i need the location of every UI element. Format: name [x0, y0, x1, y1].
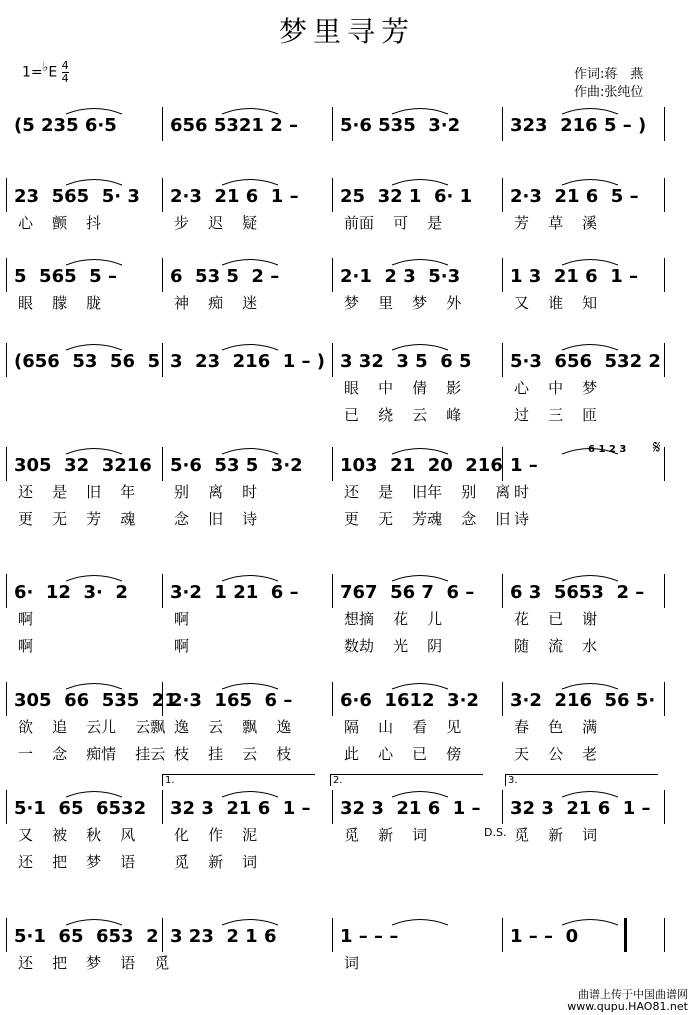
measure-notes: 25 32 1 6· 1: [340, 186, 473, 207]
key-note: E: [48, 64, 58, 81]
slur-mark: [220, 341, 280, 351]
slur-mark: [220, 916, 280, 926]
slur-mark: [64, 788, 124, 798]
measure-notes: 2·3 165 6 –: [170, 690, 293, 711]
bar-line: [502, 107, 503, 141]
lyric-verse-1: 逸 云 飘 逸: [174, 718, 292, 736]
bar-line: [6, 790, 7, 824]
bar-line: [162, 343, 163, 377]
lyric-verse-1: 芳 草 溪: [514, 214, 598, 232]
bar-line: [332, 790, 333, 824]
measure-notes: 6 3 5653 2 –: [510, 582, 645, 603]
slur-mark: [560, 680, 620, 690]
slur-mark: [560, 916, 620, 926]
measure-notes: 305 66 535 21: [14, 690, 177, 711]
lyric-verse-2: 更 无 芳魂 念 旧: [344, 510, 511, 528]
bar-line: [664, 343, 665, 377]
slur-mark: [220, 572, 280, 582]
bar-line: [664, 790, 665, 824]
bar-line: [502, 258, 503, 292]
bar-line: [332, 447, 333, 481]
slur-mark: [64, 572, 124, 582]
slur-mark: [560, 105, 620, 115]
measure-notes: 5·3 656 532 2: [510, 351, 661, 372]
bar-line: [332, 178, 333, 212]
segno-icon: 𝄋: [653, 437, 661, 458]
ds-marking: D.S.: [484, 826, 507, 839]
bar-line: [664, 447, 665, 481]
measure-notes: 3 23 216 1 – ): [170, 351, 326, 372]
song-title: 梦里寻芳: [278, 15, 415, 48]
measure-notes: 6·6 1612 3·2: [340, 690, 479, 711]
lyric-verse-2: 啊: [18, 637, 34, 655]
bar-line: [664, 258, 665, 292]
lyric-verse-1: 前面 可 是: [344, 214, 443, 232]
bar-line: [6, 574, 7, 608]
lyric-verse-1: 时: [514, 483, 530, 501]
measure-notes: 656 5321 2 –: [170, 115, 298, 136]
measure-notes: 103 21 20 216: [340, 455, 503, 476]
volta-bracket: 3.: [505, 774, 658, 786]
bar-line: [162, 790, 163, 824]
measure-notes: 3 23 2 1 6: [170, 926, 277, 947]
slur-mark: [220, 256, 280, 266]
slur-mark: [390, 341, 450, 351]
lyric-verse-1: 还 是 旧 年: [18, 483, 136, 501]
lyric-verse-1: 觅 新 词: [514, 826, 598, 844]
lyric-verse-2: 啊: [174, 637, 190, 655]
lyricist: 作词:蒋 燕: [574, 67, 644, 82]
bar-line: [332, 107, 333, 141]
slur-mark: [220, 788, 280, 798]
slur-mark: [64, 256, 124, 266]
slur-mark: [64, 445, 124, 455]
slur-mark: [64, 105, 124, 115]
volta-bracket: 1.: [162, 774, 315, 786]
lyric-verse-1: 还 把 梦 语 觅: [18, 954, 170, 972]
lyric-verse-1: 还 是 旧年 别 离: [344, 483, 511, 501]
bar-line: [664, 107, 665, 141]
bar-line: [502, 790, 503, 824]
bar-line: [6, 447, 7, 481]
lyric-verse-2: 更 无 芳 魂: [18, 510, 136, 528]
lyric-verse-1: 花 已 谢: [514, 610, 598, 628]
lyric-verse-1: 又 谁 知: [514, 294, 598, 312]
credits: [574, 66, 643, 102]
measure-notes: 6 53 5 2 –: [170, 266, 280, 287]
slur-mark: [560, 256, 620, 266]
key-signature: [22, 60, 69, 85]
slur-mark: [390, 572, 450, 582]
measure-notes: 1 – – –: [340, 926, 399, 947]
lyric-verse-2: 天 公 老: [514, 745, 598, 763]
bar-line: [6, 682, 7, 716]
measure-notes: 5 565 5 –: [14, 266, 117, 287]
lyric-verse-2: 此 心 已 傍: [344, 745, 462, 763]
slur-mark: [390, 176, 450, 186]
slur-mark: [220, 105, 280, 115]
bar-line: [332, 918, 333, 952]
key-prefix: 1=: [22, 64, 43, 81]
lyric-verse-1: 想摘 花 儿: [344, 610, 443, 628]
measure-notes: 2·1 2 3 5·3: [340, 266, 461, 287]
lyric-verse-2: 一 念 痴情 挂云: [18, 745, 166, 763]
lyric-verse-1: 隔 山 看 见: [344, 718, 462, 736]
footer-line1: 曲谱上传于中国曲谱网: [578, 988, 688, 1001]
slur-mark: [220, 680, 280, 690]
measure-notes: 5·1 65 6532: [14, 798, 147, 819]
measure-notes: (5 235 6·5: [14, 115, 117, 136]
measure-notes: 2·3 21 6 1 –: [170, 186, 299, 207]
measure-notes: 2·3 21 6 5 –: [510, 186, 639, 207]
lyric-verse-1: 神 痴 迷: [174, 294, 258, 312]
bar-line: [162, 258, 163, 292]
bar-line: [664, 178, 665, 212]
bar-line: [162, 178, 163, 212]
lyric-verse-2: 数劫 光 阴: [344, 637, 443, 655]
slur-mark: [390, 788, 450, 798]
lyric-verse-2: 还 把 梦 语: [18, 853, 136, 871]
measure-notes: (656 53 56 5: [14, 351, 161, 372]
time-top: 4: [61, 59, 69, 73]
bar-line: [162, 574, 163, 608]
measure-notes: 3·2 216 56 5·: [510, 690, 656, 711]
lyric-verse-2: 觅 新 词: [174, 853, 258, 871]
lyric-verse-1: 啊: [174, 610, 190, 628]
lyric-verse-2: 枝 挂 云 枝: [174, 745, 292, 763]
bar-line: [6, 343, 7, 377]
slur-mark: [220, 176, 280, 186]
lyric-verse-1: 欲 追 云儿 云飘: [18, 718, 166, 736]
lyric-verse-1: 步 迟 疑: [174, 214, 258, 232]
measure-notes: 6· 12 3· 2: [14, 582, 128, 603]
lyric-verse-1: 心 颤 抖: [18, 214, 102, 232]
bar-line: [6, 918, 7, 952]
measure-notes: 767 56 7 6 –: [340, 582, 475, 603]
lyric-verse-1: 化 作 泥: [174, 826, 258, 844]
lyric-verse-1: 别 离 时: [174, 483, 258, 501]
slur-mark: [390, 105, 450, 115]
measure-notes: 5·1 65 653 2: [14, 926, 159, 947]
lyric-verse-1: 春 色 满: [514, 718, 598, 736]
measure-notes: 3·2 1 21 6 –: [170, 582, 299, 603]
slur-mark: [390, 916, 450, 926]
lyric-verse-1: 梦 里 梦 外: [344, 294, 462, 312]
measure-notes: 1 –: [510, 455, 538, 476]
lyric-verse-1: 眼 朦 胧: [18, 294, 102, 312]
volta-bracket: 2.: [330, 774, 483, 786]
slur-mark: [64, 916, 124, 926]
lyric-verse-1: 啊: [18, 610, 34, 628]
slur-mark: [390, 256, 450, 266]
slur-mark: [560, 341, 620, 351]
slur-mark: [560, 788, 620, 798]
slur-mark: [560, 572, 620, 582]
lyric-verse-2: 已 绕 云 峰: [344, 406, 462, 424]
bar-line: [162, 447, 163, 481]
slur-mark: [64, 680, 124, 690]
slur-mark: [390, 680, 450, 690]
bar-line: [502, 178, 503, 212]
bar-line: [664, 918, 665, 952]
bar-line: [502, 574, 503, 608]
measure-notes: 32 3 21 6 1 –: [170, 798, 311, 819]
footer: [567, 989, 688, 1013]
bar-line: [664, 682, 665, 716]
lyric-verse-1: 心 中 梦: [514, 379, 598, 397]
slur-mark: [560, 176, 620, 186]
measure-notes: 3 32 3 5 6 5: [340, 351, 472, 372]
time-signature: [62, 60, 69, 85]
measure-notes: 5·6 53 5 3·2: [170, 455, 303, 476]
slur-mark: [64, 176, 124, 186]
lyric-verse-1: 眼 中 倩 影: [344, 379, 462, 397]
measure-notes: 23 565 5· 3: [14, 186, 140, 207]
bar-line: [332, 258, 333, 292]
lyric-verse-1: 又 被 秋 风: [18, 826, 136, 844]
measure-notes: 323 216 5 – ): [510, 115, 647, 136]
slur-mark: [64, 341, 124, 351]
measure-notes: 1 – – 0: [510, 926, 579, 947]
flat-sign: ♭: [42, 60, 49, 74]
bar-line: [162, 107, 163, 141]
lyric-verse-2: 诗: [514, 510, 530, 528]
lyric-verse-2: 随 流 水: [514, 637, 598, 655]
measure-notes: 1 3 21 6 1 –: [510, 266, 639, 287]
lyric-verse-2: 过 三 匝: [514, 406, 598, 424]
bar-line: [162, 918, 163, 952]
slur-mark: [390, 445, 450, 455]
measure-notes: 32 3 21 6 1 –: [340, 798, 481, 819]
bar-line: [502, 918, 503, 952]
bar-line: [502, 343, 503, 377]
bar-line: [6, 258, 7, 292]
lyric-verse-1: 觅 新 词: [344, 826, 428, 844]
bar-line: [332, 682, 333, 716]
bar-line: [664, 574, 665, 608]
lyric-verse-2: 念 旧 诗: [174, 510, 258, 528]
lyric-verse-1: 词: [344, 954, 360, 972]
measure-notes: 32 3 21 6 1 –: [510, 798, 651, 819]
grace-notes: 6 1 2 3: [588, 444, 627, 455]
bar-line: [332, 574, 333, 608]
footer-line2: www.qupu.HAO81.net: [567, 1000, 688, 1013]
bar-line: [502, 682, 503, 716]
bar-line: [332, 343, 333, 377]
measure-notes: 305 32 3216: [14, 455, 152, 476]
final-barline: [624, 918, 627, 952]
measure-notes: 5·6 535 3·2: [340, 115, 461, 136]
composer: 作曲:张纯位: [574, 85, 644, 100]
time-bottom: 4: [61, 72, 69, 86]
bar-line: [6, 178, 7, 212]
slur-mark: [220, 445, 280, 455]
